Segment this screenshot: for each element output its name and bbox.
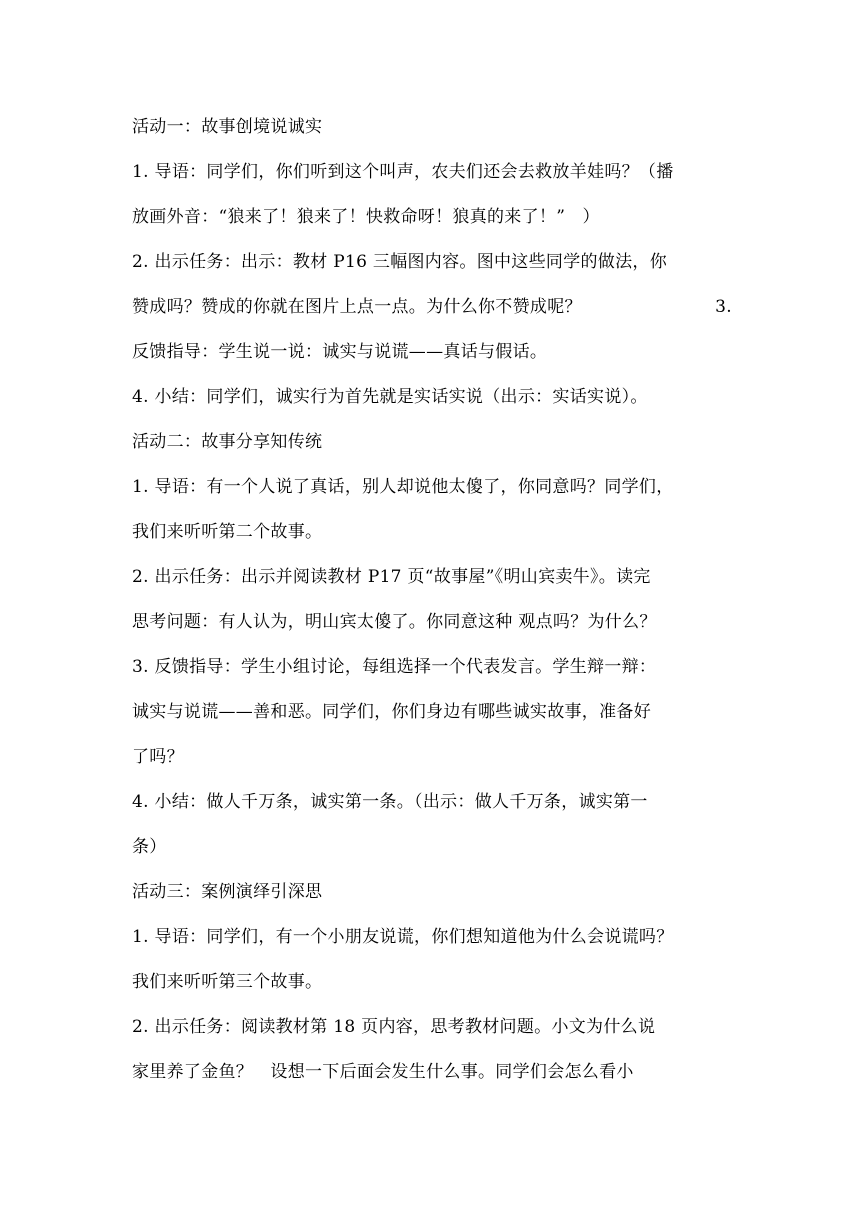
line-spacer	[132, 1045, 732, 1055]
line-spacer	[132, 280, 732, 290]
paragraph-line: 4. 小结：做人千万条，诚实第一条。（出示：做人千万条，诚实第一	[132, 792, 648, 812]
line-spacer	[132, 190, 732, 200]
line-spacer	[132, 640, 732, 650]
paragraph-line: 诚实与说谎——善和恶。同学们，你们身边有哪些诚实故事，准备好	[132, 702, 651, 722]
line-spacer	[132, 550, 732, 560]
paragraph-line	[132, 290, 732, 325]
line-spacer	[132, 910, 732, 920]
line-spacer	[132, 325, 732, 335]
line-spacer	[132, 460, 732, 470]
line-spacer	[132, 370, 732, 380]
line-spacer	[132, 145, 732, 155]
paragraph-line-text: 赞成吗？赞成的你就在图片上点一点。为什么你不赞成呢？	[132, 297, 582, 317]
paragraph-line: 2. 出示任务：出示并阅读教材 P17 页“故事屋”《明山宾卖牛》。读完	[132, 567, 651, 587]
paragraph-line: 反馈指导：学生说一说：诚实与说谎——真话与假话。	[132, 342, 548, 362]
line-spacer	[132, 955, 732, 965]
paragraph-line: 思考问题：有人认为，明山宾太傻了。你同意这种 观点吗？为什么？	[132, 612, 657, 632]
line-spacer	[132, 595, 732, 605]
paragraph-line: 1. 导语：同学们，有一个小朋友说谎，你们想知道他为什么会说谎吗？	[132, 927, 674, 947]
line-spacer	[132, 820, 732, 830]
paragraph-line: 我们来听听第三个故事。	[132, 972, 323, 992]
paragraph-line: 条）	[132, 837, 167, 857]
paragraph-line: 家里养了金鱼？ 设想一下后面会发生什么事。同学们会怎么看小	[132, 1062, 634, 1082]
line-spacer	[132, 775, 732, 785]
line-spacer	[132, 865, 732, 875]
paragraph-line: 1. 导语：同学们，你们听到这个叫声，农夫们还会去救放羊娃吗？（播	[132, 162, 674, 182]
section-heading-activity-3: 活动三：案例演绎引深思	[132, 882, 323, 902]
line-spacer	[132, 685, 732, 695]
section-heading-activity-1: 活动一：故事创境说诚实	[132, 117, 323, 137]
paragraph-line: 1. 导语：有一个人说了真话，别人却说他太傻了，你同意吗？同学们，	[132, 477, 674, 497]
paragraph-line: 4. 小结：同学们，诚实行为首先就是实话实说（出示：实话实说）。	[132, 387, 648, 407]
paragraph-line: 我们来听听第二个故事。	[132, 522, 323, 542]
paragraph-line: 2. 出示任务：出示：教材 P16 三幅图内容。图中这些同学的做法，你	[132, 252, 667, 272]
line-spacer	[132, 730, 732, 740]
paragraph-line: 了吗？	[132, 747, 184, 767]
section-heading-activity-2: 活动二：故事分享知传统	[132, 432, 323, 452]
line-spacer	[132, 505, 732, 515]
line-spacer	[132, 415, 732, 425]
paragraph-line: 3. 反馈指导：学生小组讨论，每组选择一个代表发言。学生辩一辩：	[132, 657, 657, 677]
document-body	[132, 110, 732, 1090]
line-spacer	[132, 1000, 732, 1010]
line-spacer	[132, 235, 732, 245]
paragraph-line: 放画外音：“狼来了！狼来了！快救命呀！狼真的来了！” ）	[132, 207, 600, 227]
paragraph-line: 2. 出示任务：阅读教材第 18 页内容，思考教材问题。小文为什么说	[132, 1017, 656, 1037]
item-number: 3.	[715, 297, 732, 317]
